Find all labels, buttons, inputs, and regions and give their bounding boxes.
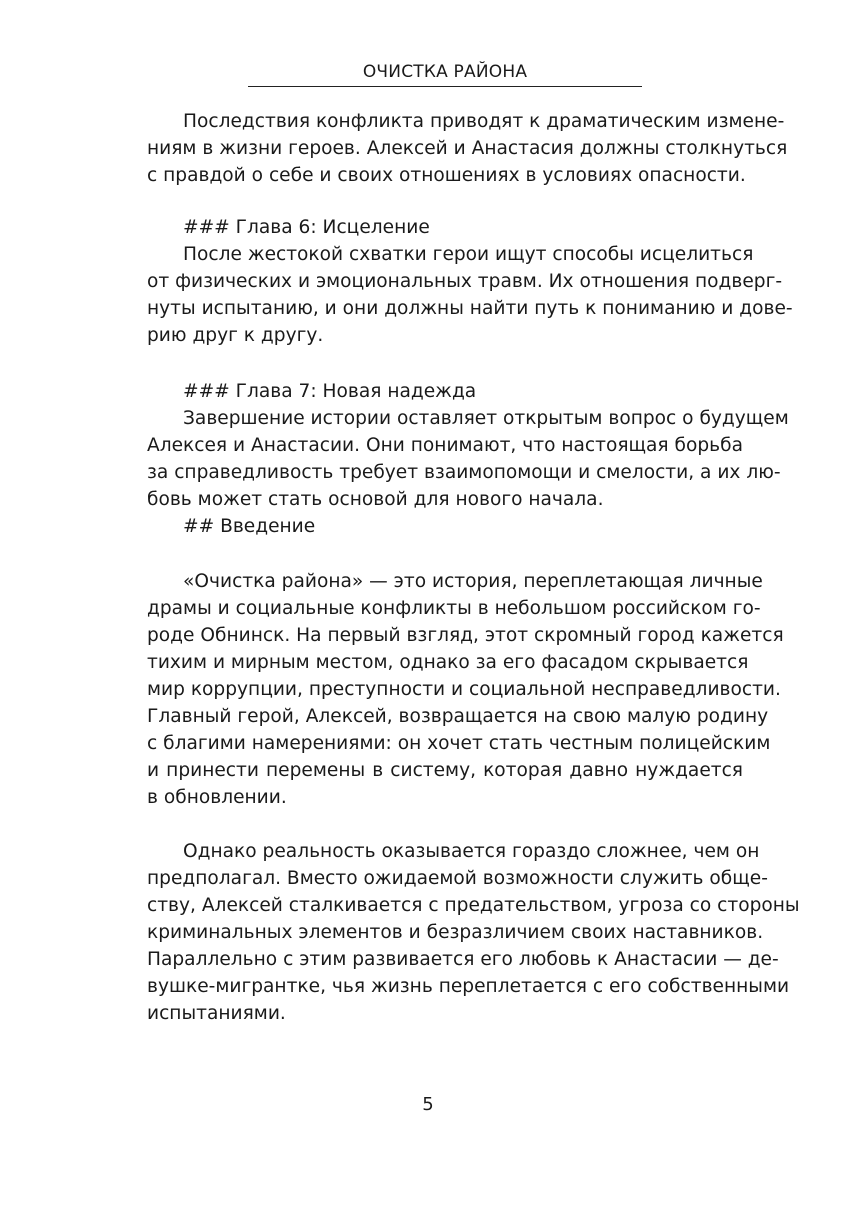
text-line: Завершение истории оставляет открытым вопрос о будущем (183, 408, 789, 429)
text-line: нуты испытанию, и они должны найти путь к пониманию и дове- (147, 298, 793, 319)
chapter-heading: ### Глава 7: Новая надежда (183, 381, 477, 402)
text-line: Однако реальность оказывается гораздо сложнее, чем он (183, 841, 760, 862)
paragraph-consequences (147, 108, 788, 189)
chapter-6-section (147, 214, 793, 349)
text-line: ству, Алексей сталкивается с предательством, угроза со стороны (147, 895, 800, 916)
text-line: вушке-мигрантке, чья жизнь переплетается с его собственными (147, 976, 790, 997)
text-line: Параллельно с этим развивается его любовь к Анастасии — де- (147, 949, 779, 970)
text-line: мир коррупции, преступности и социальной несправедливости. (147, 679, 781, 700)
text-line: с правдой о себе и своих отношениях в условиях опасности. (147, 165, 746, 186)
text-line: драмы и социальные конфликты в небольшом российском го- (147, 598, 761, 619)
text-line: и принести перемены в систему, которая давно нуждается (147, 760, 743, 781)
text-line: за справедливость требует взаимопомощи и смелости, а их лю- (147, 462, 781, 483)
text-line: роде Обнинск. На первый взгляд, этот скромный город кажется (147, 625, 784, 646)
chapter-heading: ### Глава 6: Исцеление (183, 217, 430, 238)
text-line: Последствия конфликта приводят к драматическим измене- (183, 111, 785, 132)
text-line: бовь может стать основой для нового начала. (147, 489, 604, 510)
text-line: с благими намерениями: он хочет стать честным полицейским (147, 733, 771, 754)
chapter-7-section (147, 378, 789, 540)
page-number: 5 (422, 1094, 434, 1115)
text-line: «Очистка района» — это история, переплетающая личные (183, 571, 763, 592)
text-line: ниям в жизни героев. Алексей и Анастасия должны столкнуться (147, 138, 788, 159)
text-line: Главный герой, Алексей, возвращается на свою малую родину (147, 706, 769, 727)
text-line: испытаниями. (147, 1003, 286, 1024)
text-line: Алексея и Анастасии. Они понимают, что настоящая борьба (147, 435, 743, 456)
text-line: рию друг к другу. (147, 325, 324, 346)
section-heading: ## Введение (183, 516, 316, 537)
paragraph-intro-1 (147, 568, 784, 811)
text-line: предполагал. Вместо ожидаемой возможности служить обще- (147, 868, 768, 889)
text-line: от физических и эмоциональных травм. Их отношения подверг- (147, 271, 783, 292)
text-line: тихим и мирным местом, однако за его фасадом скрывается (147, 652, 749, 673)
text-line: в обновлении. (147, 787, 287, 808)
running-head: ОЧИСТКА РАЙОНА (248, 62, 642, 87)
paragraph-intro-2 (147, 838, 800, 1027)
text-line: После жестокой схватки герои ищут способы исцелиться (183, 244, 754, 265)
text-line: криминальных элементов и безразличием своих наставников. (147, 922, 764, 943)
